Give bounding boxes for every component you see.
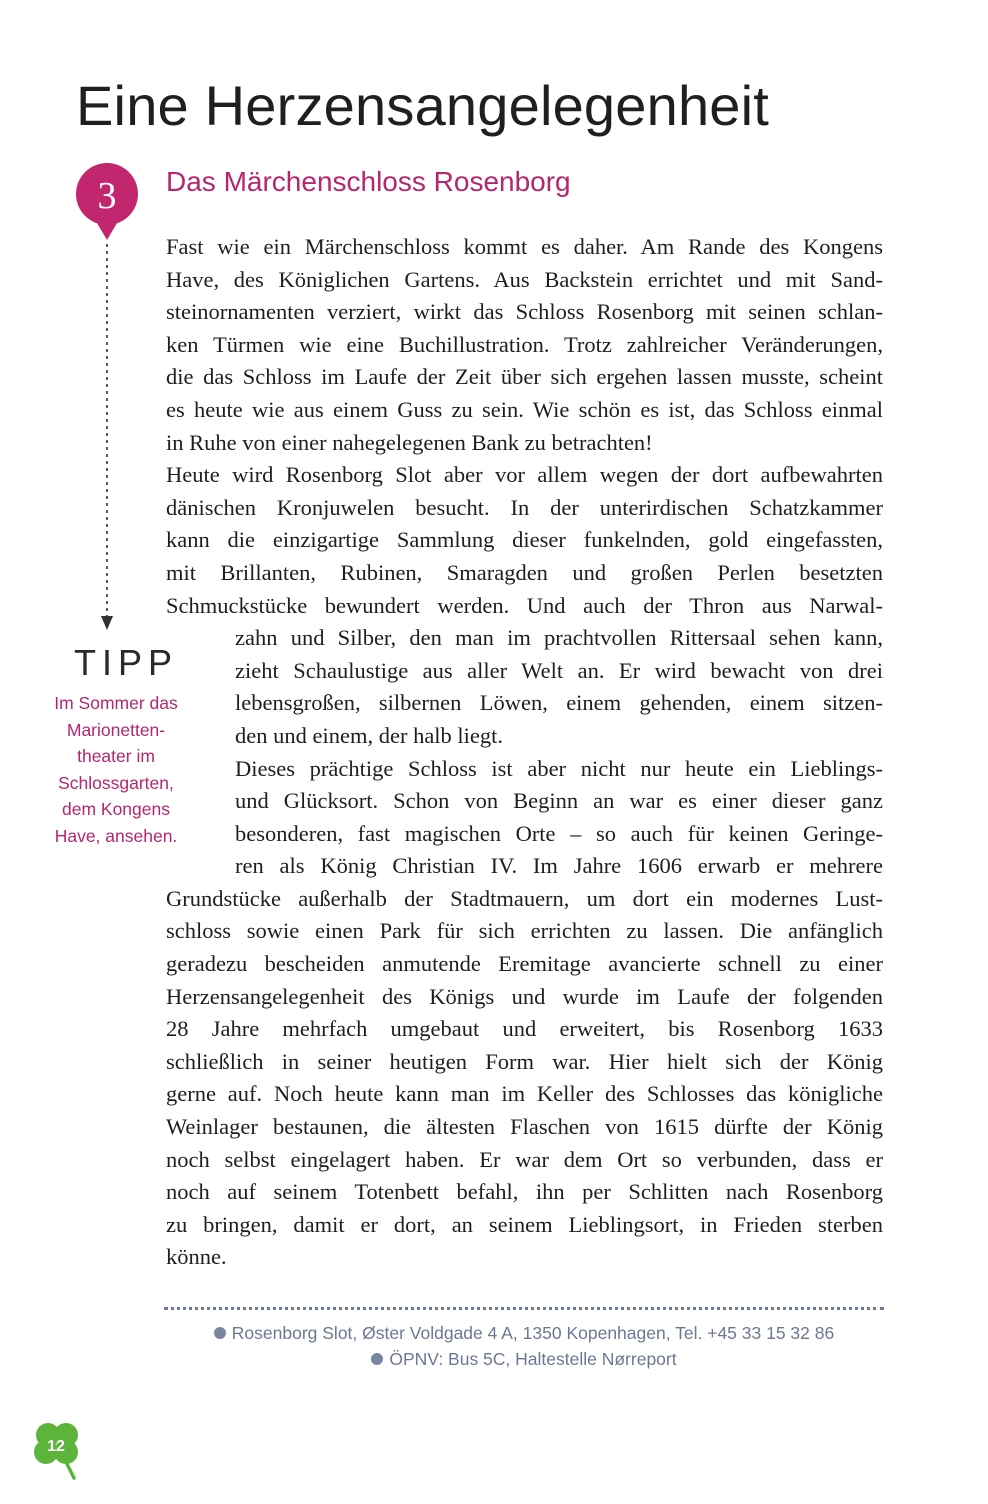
body-text — [166, 231, 883, 1274]
bullet-icon — [371, 1353, 383, 1365]
body-line: es heute wie aus einem Guss zu sein. Wie schön es ist, das Schloss einmal — [166, 396, 883, 422]
transit-text: ÖPNV: Bus 5C, Haltestelle Nørreport — [389, 1349, 677, 1369]
tip-text — [38, 690, 194, 850]
page-number: 12 — [47, 1438, 65, 1455]
body-line: lebensgroßen, silbernen Löwen, einem gehenden, einem sitzen- — [235, 690, 883, 716]
clover-icon — [30, 1418, 84, 1480]
tip-line: dem Kongens — [62, 799, 170, 820]
address-text: Rosenborg Slot, Øster Voldgade 4 A, 1350 Kopenhagen, Tel. +45 33 15 32 86 — [231, 1323, 835, 1343]
body-line: zieht Schaulustige aus aller Welt an. Er wird bewacht von drei — [235, 657, 883, 683]
tip-line: Have, ansehen. — [54, 825, 178, 846]
body-line: den und einem, der halb liegt. — [235, 722, 504, 748]
body-line: noch auf seinem Totenbett befahl, ihn per Schlitten nach Rosenborg — [166, 1179, 883, 1205]
body-line: Fast wie ein Märchenschloss kommt es daher. Am Rande des Kongens — [166, 234, 883, 259]
tip-line: Marionetten- — [66, 719, 166, 740]
body-line: dänischen Kronjuwelen besucht. In der unterirdischen Schatzkammer — [166, 494, 883, 520]
body-line: Heute wird Rosenborg Slot aber vor allem wegen der dort aufbewahrten — [166, 462, 883, 488]
location-marker — [70, 160, 144, 640]
body-line: geradezu bescheiden anmutende Eremitage avancierte schnell zu einer — [166, 951, 883, 977]
body-line: besonderen, fast magischen Orte – so auch für keinen Geringe- — [235, 820, 883, 846]
body-line: Schmuckstücke bewundert werden. Und auch der Thron aus Narwal- — [166, 592, 883, 618]
body-line: Grundstücke außerhalb der Stadtmauern, um dort ein modernes Lust- — [166, 885, 883, 911]
body-line: Dieses prächtige Schloss ist aber nicht nur heute ein Lieblings- — [235, 755, 883, 781]
body-line: gerne auf. Noch heute kann man im Keller des Schlosses das königliche — [166, 1081, 883, 1107]
section-subtitle: Das Märchenschloss Rosenborg — [166, 166, 571, 197]
body-line: könne. — [166, 1244, 227, 1270]
body-line: steinornamenten verziert, wirkt das Schloss Rosenborg mit seinen schlan- — [166, 299, 883, 325]
dotted-divider — [164, 1307, 884, 1310]
tip-line: Schlossgarten, — [58, 772, 174, 793]
body-line: Weinlager bestaunen, die ältesten Flaschen von 1615 dürfte der König — [166, 1114, 883, 1140]
body-line: ren als König Christian IV. Im Jahre 1606 erwarb er mehrere — [235, 853, 883, 879]
page-title: Eine Herzensangelegenheit — [76, 74, 770, 137]
body-line: die das Schloss im Laufe der Zeit über sich ergehen lassen musste, scheint — [166, 364, 883, 390]
tip-line: Im Sommer das — [54, 693, 178, 713]
body-line: ken Türmen wie eine Buchillustration. Trotz zahlreicher Veränderungen, — [166, 331, 883, 357]
body-line: noch selbst eingelagert haben. Er war dem Ort so verbunden, dass er — [166, 1146, 883, 1172]
body-line: Herzensangelegenheit des Königs und wurde im Laufe der folgenden — [166, 983, 883, 1009]
body-line: schloss sowie einen Park für sich errichten zu lassen. Die anfänglich — [166, 918, 883, 944]
body-line: kann die einzigartige Sammlung dieser funkelnden, gold eingefassten, — [166, 527, 883, 553]
body-line: 28 Jahre mehrfach umgebaut und erweitert, bis Rosenborg 1633 — [166, 1016, 883, 1042]
bullet-icon — [214, 1327, 226, 1339]
body-line: mit Brillanten, Rubinen, Smaragden und großen Perlen besetzten — [166, 559, 883, 585]
marker-number: 3 — [97, 175, 117, 217]
body-line: Have, des Königlichen Gartens. Aus Backstein errichtet und mit Sand- — [166, 266, 883, 292]
transit-line — [164, 1346, 884, 1372]
address-line — [164, 1320, 884, 1346]
body-line: zu bringen, damit er dort, an seinem Lieblingsort, in Frieden sterben — [166, 1211, 883, 1237]
body-line: schließlich in seiner heutigen Form war. Hier hielt sich der König — [166, 1048, 883, 1074]
body-line: zahn und Silber, den man im prachtvollen Rittersaal sehen kann, — [235, 625, 883, 651]
arrow-down-icon — [101, 616, 113, 630]
tip-line: theater im — [77, 746, 155, 767]
body-line: in Ruhe von einer nahegelegenen Bank zu betrachten! — [166, 429, 653, 455]
tip-label: TIPP — [74, 642, 179, 683]
body-line: und Glücksort. Schon von Beginn an war es einer dieser ganz — [235, 788, 883, 814]
